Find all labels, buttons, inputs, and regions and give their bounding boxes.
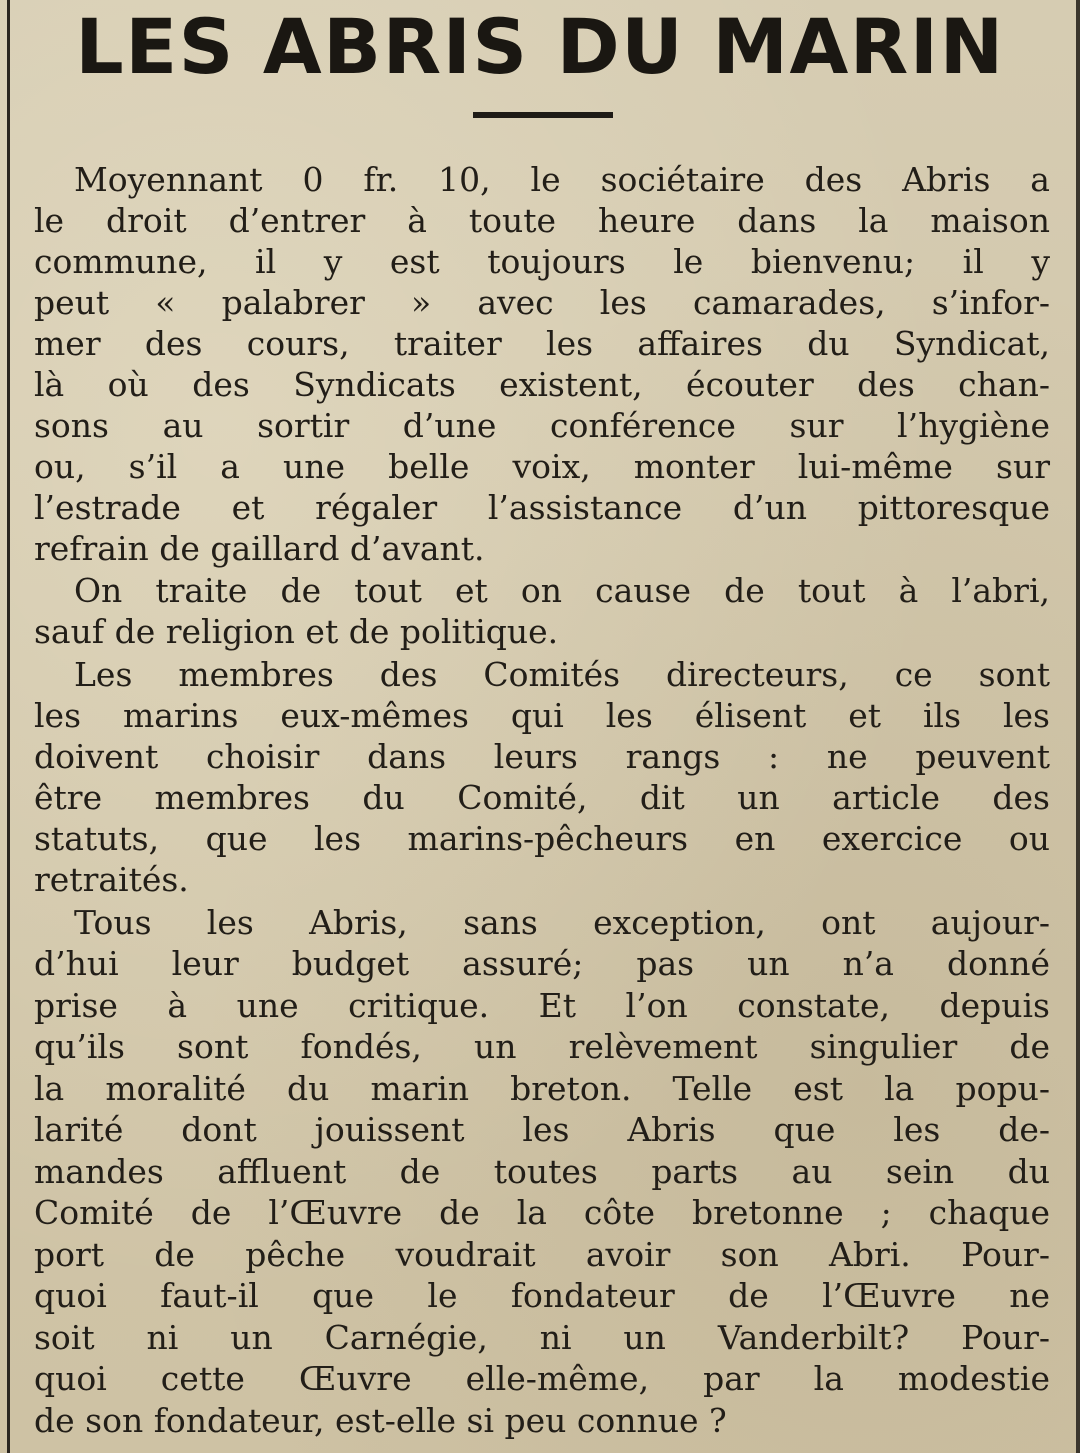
text-line: qu’ils sont fondés, un relèvement singulier de — [34, 1027, 1050, 1066]
text-line: mer des cours, traiter les affaires du Syndicat, — [34, 324, 1050, 363]
text-line: doivent choisir dans leurs rangs : ne peuvent — [34, 737, 1050, 776]
text-line: quoi cette Œuvre elle-même, par la modestie — [34, 1359, 1050, 1398]
text-line: d’hui leur budget assuré; pas un n’a donné — [34, 944, 1050, 983]
text-line: statuts, que les marins-pêcheurs en exercice ou — [34, 819, 1050, 858]
text-line: peut « palabrer » avec les camarades, s’infor- — [34, 283, 1050, 322]
text-line: commune, il y est toujours le bienvenu; il y — [34, 242, 1050, 281]
text-line: Comité de l’Œuvre de la côte bretonne ; chaque — [34, 1193, 1050, 1232]
text-line: On traite de tout et on cause de tout à l’abri, — [74, 571, 1050, 610]
text-line: prise à une critique. Et l’on constate, depuis — [34, 986, 1050, 1025]
article-headline: LES ABRIS DU MARIN — [75, 2, 1005, 91]
text-line: de son fondateur, est-elle si peu connue ? — [34, 1401, 727, 1440]
text-line: sauf de religion et de politique. — [34, 612, 559, 651]
text-line: Les membres des Comités directeurs, ce sont — [74, 655, 1050, 694]
column-rule — [7, 0, 10, 1453]
text-line: Tous les Abris, sans exception, ont aujour- — [74, 903, 1050, 942]
text-line: quoi faut-il que le fondateur de l’Œuvre ne — [34, 1276, 1050, 1315]
text-line: Moyennant 0 fr. 10, le sociétaire des Abris a — [74, 160, 1050, 199]
text-line: les marins eux-mêmes qui les élisent et ils les — [34, 696, 1050, 735]
text-line: ou, s’il a une belle voix, monter lui-même sur — [34, 447, 1050, 486]
headline-divider — [473, 112, 613, 118]
text-line: l’estrade et régaler l’assistance d’un pittoresque — [34, 488, 1050, 527]
text-line: la moralité du marin breton. Telle est la popu- — [34, 1069, 1050, 1108]
text-line: soit ni un Carnégie, ni un Vanderbilt? Pour- — [34, 1318, 1050, 1357]
text-line: port de pêche voudrait avoir son Abri. Pour- — [34, 1235, 1050, 1274]
text-line: être membres du Comité, dit un article des — [34, 778, 1050, 817]
text-line: refrain de gaillard d’avant. — [34, 529, 485, 568]
text-line: mandes affluent de toutes parts au sein du — [34, 1152, 1050, 1191]
page-edge — [1076, 0, 1080, 1453]
text-line: le droit d’entrer à toute heure dans la maison — [34, 201, 1050, 240]
text-line: retraités. — [34, 860, 189, 899]
text-line: sons au sortir d’une conférence sur l’hygiène — [34, 406, 1050, 445]
text-line: là où des Syndicats existent, écouter des chan- — [34, 365, 1050, 404]
text-line: larité dont jouissent les Abris que les de- — [34, 1110, 1050, 1149]
